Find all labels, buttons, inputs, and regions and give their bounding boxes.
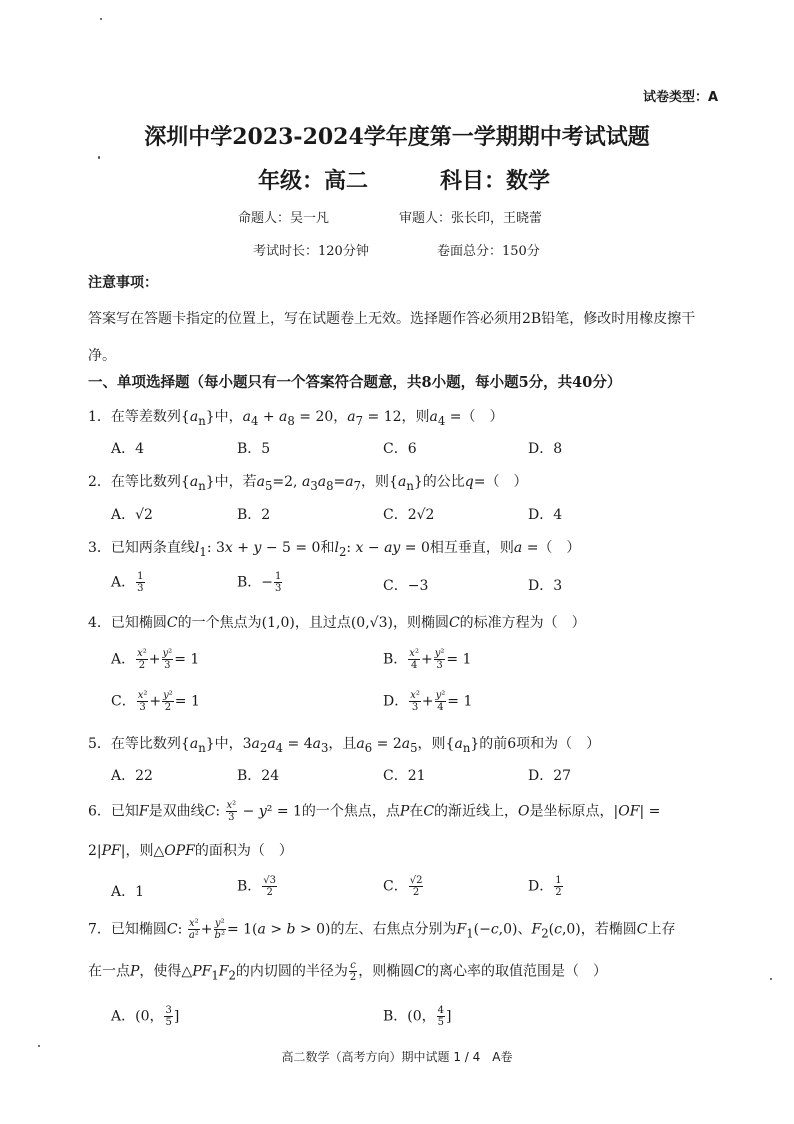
q3-option-a: A． $\frac{1}{3}$ [111,571,144,594]
question-1: 1．在等差数列$\{a_n\}$中，$a_4 + a_8 = 20$，$a_7 = 12$，则$a_4$ =（ ） [88,409,504,428]
question-7-line-1: 7．已知椭圆C: $\frac{\text{x²}}{\text{a²}}$ + $\frac{\text{y²}}{\text{b²}}$ = 1(a > b > 0)的左、右焦点分别为$F_1(-c,0)$、$F_2(c,0)$，若椭圆C上存 [88,918,676,941]
total-score: 卷面总分：150分 [437,244,540,259]
q3-option-d: D．3 [528,578,563,594]
section-heading: 一、单项选择题（每小题只有一个答案符合题意，共8小题，每小题5分，共40分） [88,374,622,391]
q5-option-c: C．21 [383,768,426,784]
q2-option-b: B．2 [237,507,271,523]
q2-option-c: C．2√2 [383,507,435,523]
q4-option-b: B． $\frac{\text{x²}}{4}$ + $\frac{\text{y²}}{3}$ = 1 [383,648,472,671]
question-2: 2．在等比数列$\{a_n\}$中，若$a_5=2$, $a_3a_8=a_7$，则$\{a_n\}$的公比q=（ ） [88,474,528,493]
q5-option-d: D．27 [528,768,572,784]
duration: 考试时长：120分钟 [253,244,369,259]
scan-speck [38,1045,40,1047]
q6-option-d: D． $\frac{1}{2}$ [528,875,562,898]
q7-option-b: B．(0， $\frac{4}{5}$ ] [383,1005,452,1028]
q1-option-a: A．4 [111,441,145,457]
question-4: 4．已知椭圆C的一个焦点为(1,0)，且过点(0,√3)，则椭圆C的标准方程为（ ） [88,615,586,631]
q1-option-d: D．8 [528,441,563,457]
q1-option-c: C．6 [383,441,417,457]
q5-option-a: A．22 [111,768,153,784]
notice-text: 答案写在答题卡指定的位置上，写在试题卷上无效。选择题作答必须用2B铅笔，修改时用橡皮擦干净。 [88,311,696,364]
question-6-line-1: 6．已知F是双曲线C: $\frac{\text{x²}}{3}$ − y² = 1的一个焦点，点P在C的渐近线上，O是坐标原点，|OF| = [88,800,661,823]
q1-option-b: B．5 [237,441,271,457]
subject: 科目：数学 [440,169,551,194]
q6-option-c: C． $\frac{√2}{2}$ [383,875,423,898]
page-footer: 高二数学（高考方向）期中试题 1 / 4 A卷 [281,1050,513,1064]
q7-option-a: A．(0， $\frac{3}{5}$ ] [111,1005,180,1028]
reviewer: 审题人：张长印，王晓蕾 [399,211,543,226]
q4-option-d: D． $\frac{\text{x²}}{3}$ + $\frac{\text{y²}}{4}$ = 1 [383,690,473,713]
q3-option-b: B．− $\frac{1}{3}$ [237,571,282,594]
grade: 年级：高二 [258,169,369,194]
scan-speck [98,156,100,159]
question-3: 3．已知两条直线$l_1$: 3x + y − 5 = 0和$l_2$: x − ay = 0相互垂直，则a =（ ） [88,540,581,559]
setter: 命题人：吴一凡 [238,211,330,226]
notice-heading: 注意事项： [88,275,158,291]
q5-option-b: B．24 [237,768,280,784]
scan-speck [770,978,772,980]
q4-option-c: C． $\frac{\text{x²}}{3}$ + $\frac{\text{y²}}{2}$ = 1 [111,690,200,713]
scan-speck [100,18,102,20]
q2-option-d: D．4 [528,507,563,523]
paper-type: 试卷类型：A [642,90,718,105]
question-7-line-2: 在一点P，使得$\triangle PF_1F_2$的内切圆的半径为 $\frac{c}{2}$ ，则椭圆C的离心率的取值范围是（ ） [88,960,607,983]
question-6-line-2: 2|PF|，则△OPF的面积为（ ） [88,843,293,859]
q6-option-a: A．1 [111,884,145,900]
q4-option-a: A． $\frac{\text{x²}}{2}$ + $\frac{\text{y²}}{3}$ = 1 [111,648,200,671]
q3-option-c: C．−3 [383,578,429,594]
q6-option-b: B． $\frac{√3}{2}$ [237,875,277,898]
q2-option-a: A．√2 [111,507,153,523]
question-5: 5．在等比数列$\{a_n\}$中，$3a_2a_4 = 4a_3$，且$a_6 = 2a_5$，则$\{a_n\}$的前6项和为（ ） [88,736,601,755]
exam-title: 深圳中学2023-2024学年度第一学期期中考试试题 [144,124,650,150]
